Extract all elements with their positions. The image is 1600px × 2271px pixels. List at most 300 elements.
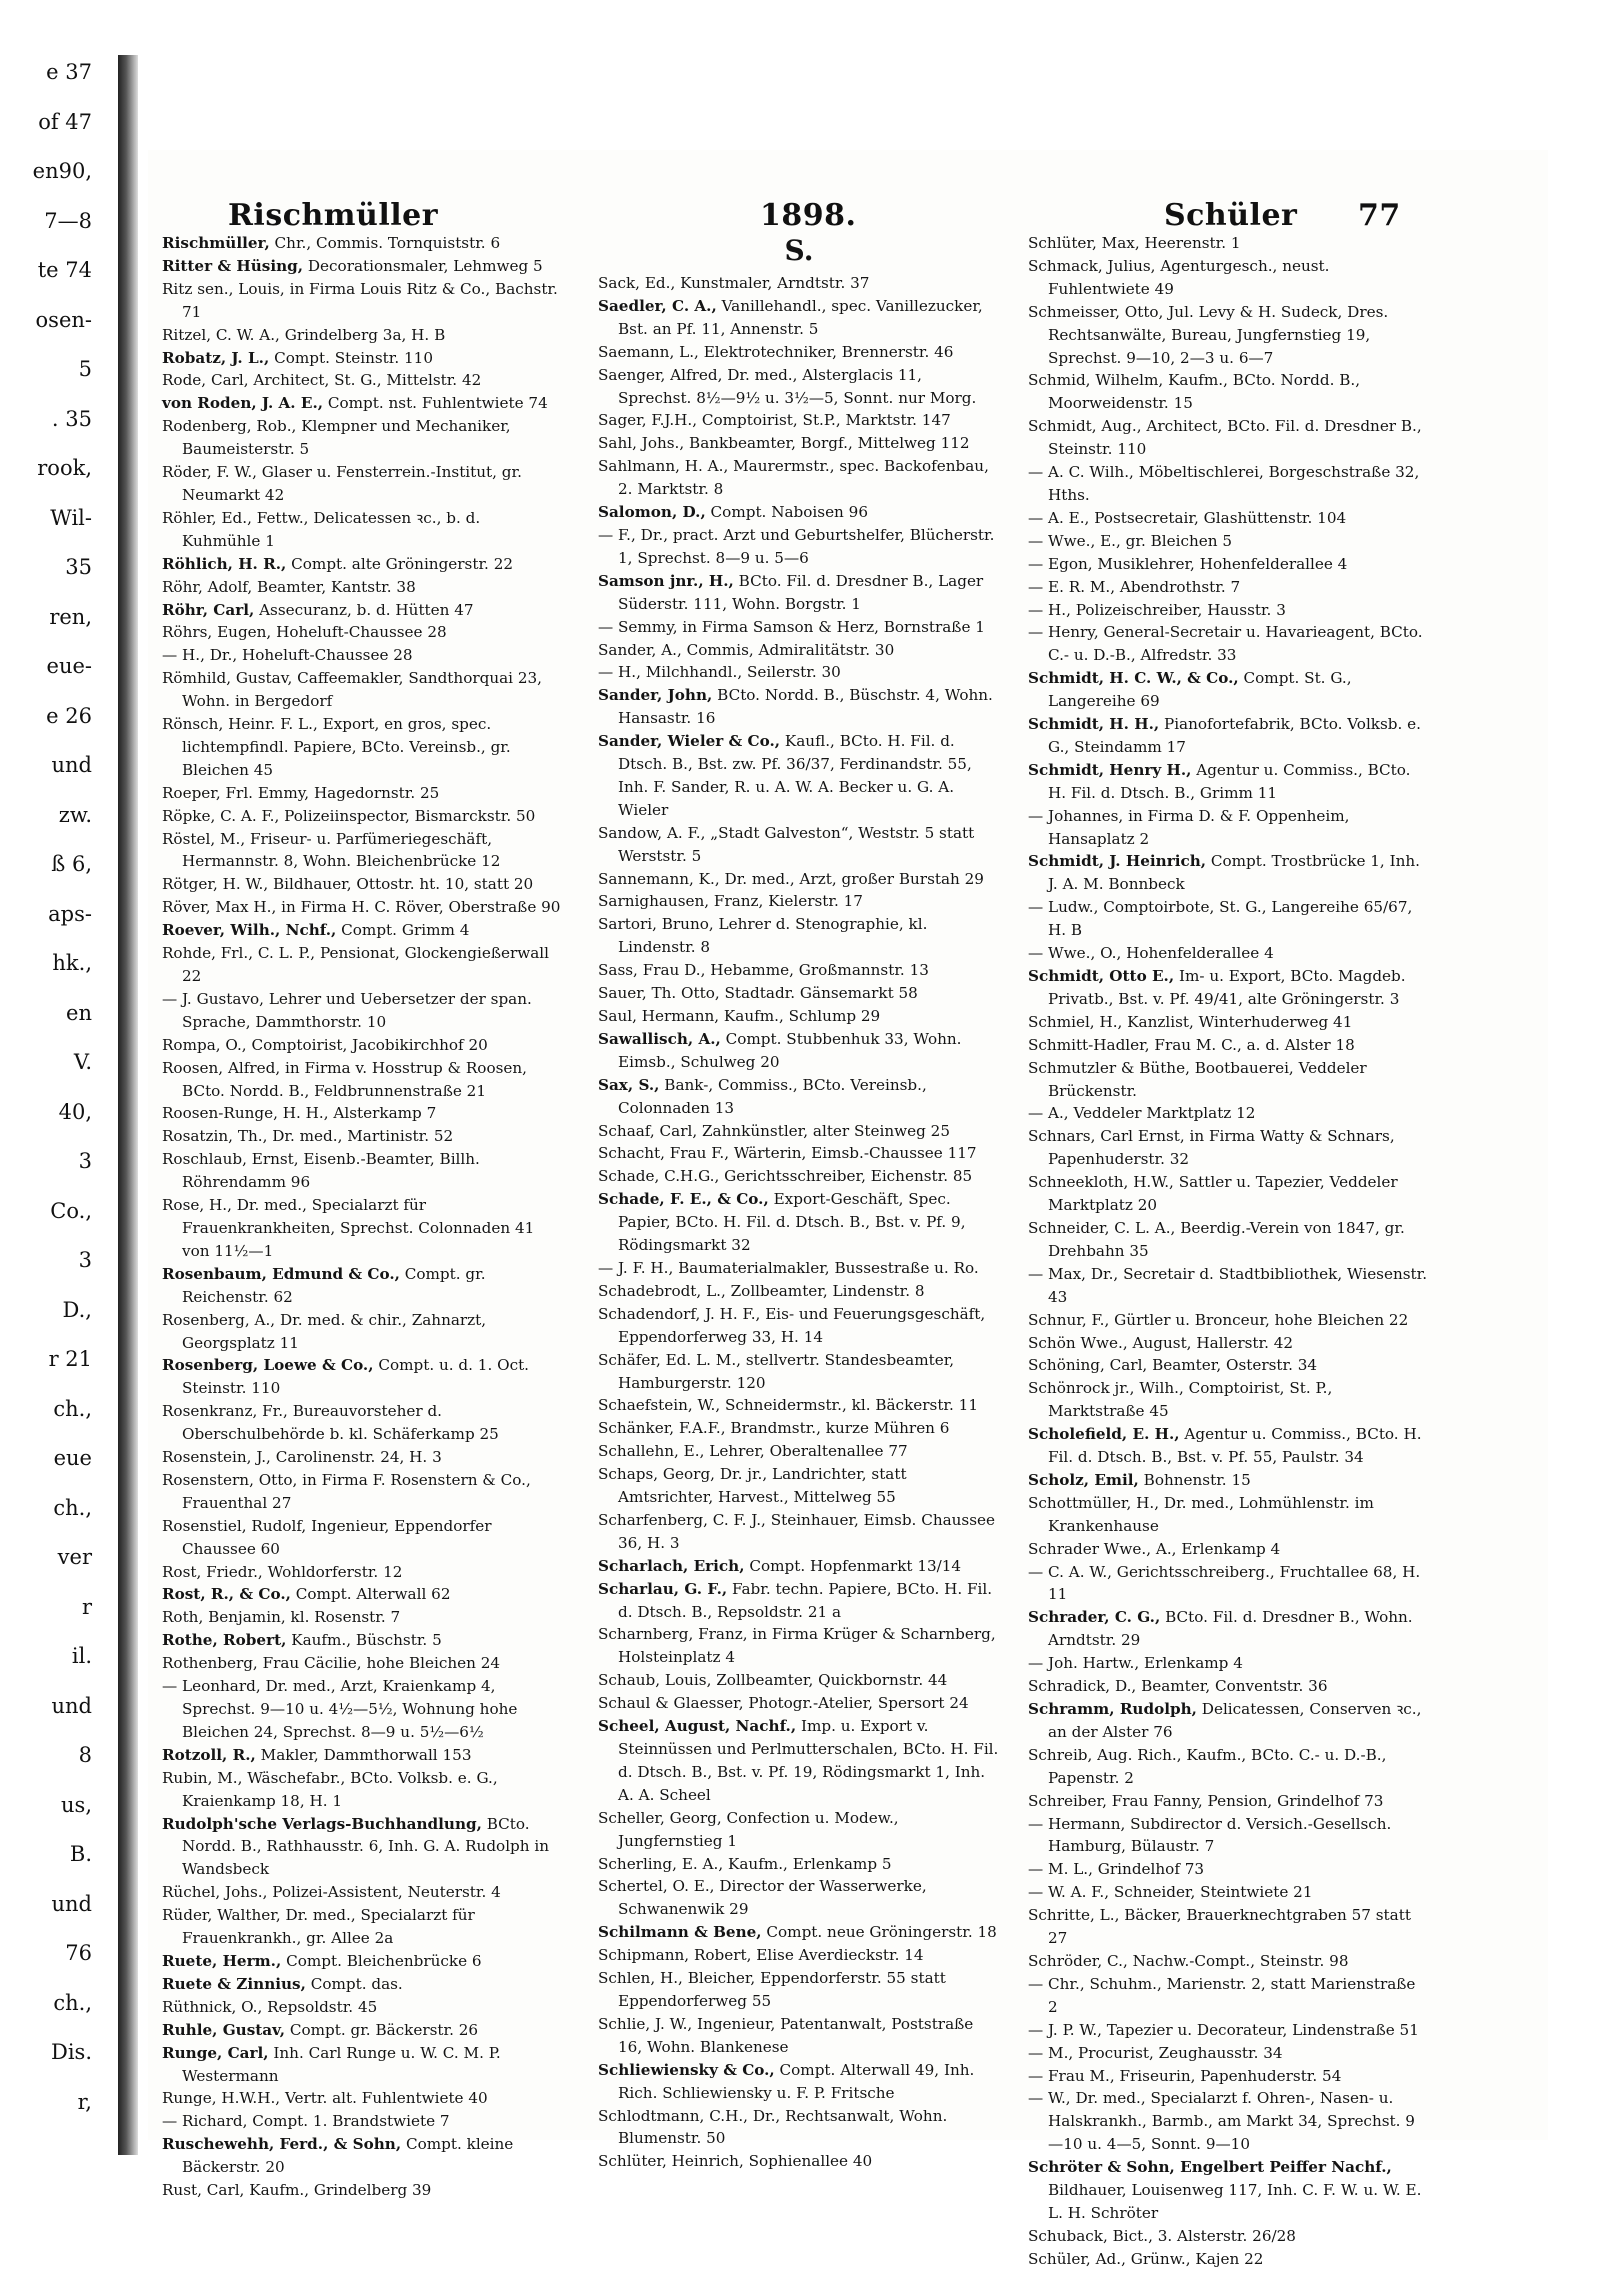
entry-text: Saenger, Alfred, Dr. med., Alsterglacis 11, Sprechst. 8½—9½ u. 3½—5, Sonnt. nur Morg. — [598, 365, 977, 407]
entry-text: Schottmüller, H., Dr. med., Lohmühlenstr. im Krankenhause — [1028, 1493, 1374, 1535]
entry-text: BCto. Fil. d. Dresdner B., Lager Süderstr. 111, Wohn. Borgstr. 1 — [618, 571, 984, 613]
entry-text: Bohnenstr. 15 — [1138, 1470, 1251, 1489]
entry-text: — Hermann, Subdirector d. Versich.-Gesellsch. Hamburg, Bülaustr. 7 — [1028, 1814, 1392, 1856]
directory-entry — [1028, 1102, 1428, 1125]
entry-text: — Wwe., O., Hohenfelderallee 4 — [1028, 944, 1274, 963]
directory-entry — [1028, 896, 1428, 942]
entry-text: — J. P. W., Tapezier u. Decorateur, Lindenstraße 51 — [1028, 2020, 1419, 2039]
directory-entry — [162, 896, 562, 919]
gutter-fragment: r 21 — [48, 1347, 92, 1371]
directory-entry — [162, 942, 562, 988]
directory-entry — [1028, 1606, 1428, 1652]
directory-entry — [1028, 667, 1428, 713]
directory-entry — [598, 616, 1000, 639]
page-number: 77 — [1358, 198, 1401, 233]
entry-text: — H., Milchhandl., Seilerstr. 30 — [598, 663, 841, 682]
entry-text: Compt. nst. Fuhlentwiete 74 — [323, 394, 548, 413]
entry-text: Schlen, H., Bleicher, Eppendorferstr. 55 statt Eppendorferweg 55 — [598, 1969, 946, 2010]
directory-entry — [1028, 2087, 1428, 2156]
entry-text: Schallehn, E., Lehrer, Oberaltenallee 77 — [598, 1442, 908, 1461]
gutter-fragment: B. — [69, 1842, 92, 1866]
entry-name-bold: Ruete, Herm., — [162, 1951, 282, 1970]
entry-text: Schaefstein, W., Schneidermstr., kl. Bäckerstr. 11 — [598, 1396, 978, 1415]
directory-entry — [1028, 1217, 1428, 1263]
entry-text: Schreib, Aug. Rich., Kaufm., BCto. C.- u. D.-B., Papenstr. 2 — [1028, 1745, 1387, 1787]
directory-entry — [162, 232, 562, 255]
directory-entry — [162, 667, 562, 713]
entry-name-bold: Schade, F. E., & Co., — [598, 1190, 769, 1209]
directory-entry — [598, 432, 1000, 455]
directory-entry — [1028, 1538, 1428, 1561]
directory-entry — [598, 1142, 1000, 1165]
entry-text: Schlodtmann, C.H., Dr., Rechtsanwalt, Wohn. Blumenstr. 50 — [598, 2106, 948, 2148]
directory-entry — [162, 1767, 562, 1813]
entry-name-bold: Röhlich, H. R., — [162, 554, 287, 573]
directory-entry — [598, 1394, 1000, 1417]
entry-text: Rosenstiel, Rudolf, Ingenieur, Eppendorfer Chaussee 60 — [162, 1516, 492, 1558]
entry-text: Röhrs, Eugen, Hoheluft-Chaussee 28 — [162, 623, 447, 642]
entry-text: — W. A. F., Schneider, Steintwiete 21 — [1028, 1883, 1313, 1902]
directory-entry — [598, 1440, 1000, 1463]
directory-entry — [1028, 1652, 1428, 1675]
directory-entry — [1028, 576, 1428, 599]
column-2 — [598, 232, 1000, 2173]
entry-name-bold: Rosenberg, Loewe & Co., — [162, 1356, 374, 1375]
gutter-fragment: of 47 — [38, 109, 92, 134]
gutter-fragment: und — [51, 1693, 92, 1718]
gutter-fragment: und — [51, 1891, 92, 1916]
gutter-fragment: und — [51, 753, 92, 777]
directory-entry — [598, 890, 1000, 913]
entry-name-bold: Schliewiensky & Co., — [598, 2060, 775, 2079]
entry-text: Agentur u. Commiss., BCto. H. Fil. d. Dtsch. B., Bst. v. Pf. 55, Paulstr. 34 — [1048, 1425, 1422, 1467]
entry-text: Pianofortefabrik, BCto. Volksb. e. G., Steindamm 17 — [1048, 715, 1421, 756]
directory-entry — [598, 1257, 1000, 1280]
directory-entry — [598, 639, 1000, 662]
entry-text: Schradick, D., Beamter, Conventstr. 36 — [1028, 1677, 1328, 1696]
entry-text: Schnur, F., Gürtler u. Bronceur, hohe Bleichen 22 — [1028, 1310, 1409, 1329]
gutter-fragment: hk., — [52, 951, 92, 975]
directory-entry — [1028, 2248, 1428, 2271]
directory-entry — [162, 1034, 562, 1057]
entry-text: Rosatzin, Th., Dr. med., Martinistr. 52 — [162, 1127, 454, 1146]
entry-text: Schaaf, Carl, Zahnkünstler, alter Steinweg 25 — [598, 1121, 950, 1140]
directory-entry — [1028, 850, 1428, 896]
entry-text: Delicatessen, Conserven ꝛc., an der Alster 76 — [1048, 1700, 1422, 1741]
entry-text: Röhler, Ed., Fettw., Delicatessen ꝛc., b. d. Kuhmühle 1 — [162, 508, 481, 550]
directory-entry — [1028, 759, 1428, 805]
entry-text: — Frau M., Friseurin, Papenhuderstr. 54 — [1028, 2066, 1342, 2085]
directory-entry — [162, 324, 562, 347]
directory-entry — [1028, 1057, 1428, 1103]
directory-entry — [598, 1303, 1000, 1349]
entry-text: Scharfenberg, C. F. J., Steinhauer, Eimsb. Chaussee 36, H. 3 — [598, 1510, 995, 1552]
entry-text: Schertel, O. E., Director der Wasserwerke, Schwanenwik 29 — [598, 1877, 927, 1919]
directory-entry — [162, 1515, 562, 1561]
entry-text: Rosenberg, A., Dr. med. & chir., Zahnarzt, Georgsplatz 11 — [162, 1310, 487, 1352]
entry-text: Ritz sen., Louis, in Firma Louis Ritz & Co., Bachstr. 71 — [162, 279, 558, 321]
entry-name-bold: Scholz, Emil, — [1028, 1470, 1139, 1489]
directory-entry — [598, 913, 1000, 959]
directory-entry — [162, 576, 562, 599]
entry-text: — Richard, Compt. 1. Brandstwiete 7 — [162, 2112, 450, 2131]
column-3 — [1028, 232, 1428, 2271]
entry-text: Schneekloth, H.W., Sattler u. Tapezier, Veddeler Marktplatz 20 — [1028, 1173, 1398, 1215]
gutter-fragment: r, — [77, 2089, 92, 2114]
gutter-fragment: Wil- — [50, 505, 92, 530]
entry-name-bold: Rost, R., & Co., — [162, 1585, 291, 1604]
directory-entry — [162, 919, 562, 942]
directory-entry — [598, 1853, 1000, 1876]
entry-name-bold: Scholefield, E. H., — [1028, 1425, 1180, 1444]
directory-entry — [1028, 599, 1428, 622]
directory-entry — [162, 2133, 562, 2179]
entry-text: Compt. u. d. 1. Oct. Steinstr. 110 — [182, 1356, 530, 1398]
directory-entry — [162, 1057, 562, 1103]
gutter-fragment: osen- — [35, 307, 92, 332]
entry-text: Rüthnick, O., Repsoldstr. 45 — [162, 1997, 378, 2016]
entry-name-bold: Sander, Wieler & Co., — [598, 732, 781, 751]
entry-text: — Joh. Hartw., Erlenkamp 4 — [1028, 1654, 1243, 1673]
directory-entry — [598, 1417, 1000, 1440]
directory-entry — [598, 1623, 1000, 1669]
directory-entry — [1028, 1858, 1428, 1881]
entry-text: Chr., Commis. Tornquiststr. 6 — [269, 234, 501, 252]
entry-text: — A., Veddeler Marktplatz 12 — [1028, 1104, 1256, 1123]
entry-text: BCto. Fil. d. Dresdner B., Wohn. Arndtstr. 29 — [1048, 1608, 1413, 1650]
directory-entry — [1028, 1354, 1428, 1377]
entry-text: Roosen, Alfred, in Firma v. Hosstrup & Roosen, BCto. Nordd. B., Feldbrunnenstraße 21 — [162, 1058, 527, 1100]
directory-entry — [1028, 1698, 1428, 1744]
directory-entry — [598, 982, 1000, 1005]
entry-text: Rötger, H. W., Bildhauer, Ottostr. ht. 10, statt 20 — [162, 875, 534, 894]
entry-name-bold: Ruhle, Gustav, — [162, 2020, 286, 2039]
entry-name-bold: Röhr, Carl, — [162, 600, 255, 619]
directory-entry — [1028, 1492, 1428, 1538]
previous-page-gutter — [0, 60, 110, 2150]
entry-text: Schmiel, H., Kanzlist, Winterhuderweg 41 — [1028, 1012, 1353, 1031]
entry-text: — Chr., Schuhm., Marienstr. 2, statt Marienstraße 2 — [1028, 1974, 1416, 2016]
entry-text: — Semmy, in Firma Samson & Herz, Bornstraße 1 — [598, 617, 985, 636]
directory-entry — [162, 2179, 562, 2202]
entry-text: Schaul & Glaesser, Photogr.-Atelier, Spersort 24 — [598, 1694, 969, 1713]
directory-entry — [162, 1469, 562, 1515]
gutter-fragment: 3 — [78, 1248, 92, 1272]
entry-text: Schöning, Carl, Beamter, Osterstr. 34 — [1028, 1356, 1318, 1375]
directory-entry — [1028, 1034, 1428, 1057]
directory-entry — [162, 1125, 562, 1148]
directory-entry — [1028, 255, 1428, 301]
entry-text: Compt. gr. Reichenstr. 62 — [182, 1264, 486, 1306]
entry-text: Schrader Wwe., A., Erlenkamp 4 — [1028, 1539, 1281, 1558]
entry-text: Schritte, L., Bäcker, Brauerknechtgraben 57 statt 27 — [1028, 1906, 1411, 1948]
entry-text: Sauer, Th. Otto, Stadtadr. Gänsemarkt 58 — [598, 984, 918, 1003]
entry-text: Ritzel, C. W. A., Grindelberg 3a, H. B — [162, 325, 446, 344]
directory-entry — [1028, 553, 1428, 576]
directory-entry — [598, 1463, 1000, 1509]
directory-entry — [162, 599, 562, 622]
gutter-fragment: 5 — [78, 357, 92, 381]
directory-entry — [598, 868, 1000, 891]
entry-text: Schade, C.H.G., Gerichtsschreiber, Eichenstr. 85 — [598, 1167, 973, 1186]
directory-entry — [162, 1561, 562, 1584]
entry-name-bold: Ritter & Hüsing, — [162, 256, 304, 275]
directory-entry — [162, 1813, 562, 1882]
entry-text: — H., Polizeischreiber, Hausstr. 3 — [1028, 600, 1286, 619]
directory-entry — [162, 988, 562, 1034]
entry-name-bold: Runge, Carl, — [162, 2043, 269, 2062]
directory-entry — [1028, 2156, 1428, 2225]
entry-text: — Egon, Musiklehrer, Hohenfelderallee 4 — [1028, 554, 1348, 573]
entry-name-bold: Scheel, August, Nachf., — [598, 1717, 797, 1736]
directory-entry — [1028, 1744, 1428, 1790]
directory-entry — [162, 507, 562, 553]
gutter-fragment: en90, — [32, 159, 92, 183]
directory-entry — [598, 1165, 1000, 1188]
entry-name-bold: Schmidt, H. C. W., & Co., — [1028, 669, 1239, 688]
entry-text: Compt. Trostbrücke 1, Inh. J. A. M. Bonnbeck — [1048, 852, 1420, 894]
entry-name-bold: Sander, John, — [598, 686, 713, 705]
directory-entry — [598, 1807, 1000, 1853]
directory-entry — [162, 1400, 562, 1446]
entry-text: — Leonhard, Dr. med., Arzt, Kraienkamp 4, Sprechst. 9—10 u. 4½—5½, Wohnung hohe Bleichen 24, Sprechst. 8—9 u. 5½—6½ — [162, 1677, 518, 1741]
directory-entry — [1028, 232, 1428, 255]
entry-text: Compt. neue Gröningerstr. 18 — [761, 1923, 997, 1942]
entry-text: Rosenkranz, Fr., Bureauvorsteher d. Oberschulbehörde b. kl. Schäferkamp 25 — [162, 1402, 499, 1444]
directory-entry — [598, 1349, 1000, 1395]
directory-entry — [1028, 1813, 1428, 1859]
directory-entry — [1028, 1973, 1428, 2019]
entry-name-bold: Rotzoll, R., — [162, 1745, 256, 1764]
entry-text: Sass, Frau D., Hebamme, Großmannstr. 13 — [598, 961, 929, 980]
gutter-fragment: ch., — [53, 1396, 92, 1421]
gutter-fragment: e 26 — [46, 703, 92, 728]
section-letter: S. — [784, 234, 814, 267]
entry-text: Im- u. Export, BCto. Magdeb. Privatb., Bst. v. Pf. 49/41, alte Gröningerstr. 3 — [1048, 967, 1406, 1008]
directory-entry — [1028, 507, 1428, 530]
directory-entry — [598, 1967, 1000, 2013]
entry-text: — A. C. Wilh., Möbeltischlerei, Borgeschstraße 32, Hths. — [1028, 463, 1420, 504]
entry-text: Sager, F.J.H., Comptoirist, St.P., Marktstr. 147 — [598, 411, 951, 430]
entry-text: Röder, F. W., Glaser u. Fensterrein.-Institut, gr. Neumarkt 42 — [162, 463, 522, 504]
directory-entry — [598, 1028, 1000, 1074]
directory-entry — [598, 661, 1000, 684]
entry-text: Rohde, Frl., C. L. P., Pensionat, Glockengießerwall 22 — [162, 944, 549, 985]
running-header-year: 1898. — [760, 198, 857, 233]
directory-entry — [598, 295, 1000, 341]
directory-entry — [1028, 713, 1428, 759]
directory-entry — [598, 455, 1000, 501]
entry-text: — Ludw., Comptoirbote, St. G., Langereihe 65/67, H. B — [1028, 898, 1413, 940]
entry-text: Scharnberg, Franz, in Firma Krüger & Scharnberg, Holsteinplatz 4 — [598, 1625, 996, 1667]
entry-text: — F., Dr., pract. Arzt und Geburtshelfer, Blücherstr. 1, Sprechst. 8—9 u. 5—6 — [598, 525, 995, 567]
gutter-fragment: 76 — [65, 1941, 92, 1965]
entry-text: Sandow, A. F., „Stadt Galveston“, Weststr. 5 statt Werststr. 5 — [598, 823, 975, 865]
directory-entry — [1028, 369, 1428, 415]
directory-entry — [162, 1950, 562, 1973]
entry-text: Compt. kleine Bäckerstr. 20 — [182, 2135, 514, 2177]
entry-text: Sahlmann, H. A., Maurermstr., spec. Backofenbau, 2. Marktstr. 8 — [598, 457, 989, 499]
gutter-fragment: eue — [53, 1446, 92, 1470]
entry-name-bold: Schilmann & Bene, — [598, 1923, 762, 1942]
directory-entry — [598, 1875, 1000, 1921]
entry-text: Schreiber, Frau Fanny, Pension, Grindelhof 73 — [1028, 1791, 1384, 1810]
entry-text: Schaub, Louis, Zollbeamter, Quickbornstr. 44 — [598, 1671, 948, 1690]
entry-text: — A. E., Postsecretair, Glashüttenstr. 104 — [1028, 508, 1347, 527]
entry-text: Sack, Ed., Kunstmaler, Arndtstr. 37 — [598, 274, 870, 292]
directory-entry — [1028, 1675, 1428, 1698]
entry-text: Schmid, Wilhelm, Kaufm., BCto. Nordd. B., Moorweidenstr. 15 — [1028, 371, 1361, 413]
gutter-fragment: ren, — [49, 604, 92, 629]
gutter-fragment: te 74 — [37, 258, 92, 282]
directory-entry — [1028, 1561, 1428, 1607]
entry-text: Schaps, Georg, Dr. jr., Landrichter, statt Amtsrichter, Harvest., Mittelweg 55 — [598, 1465, 907, 1507]
entry-text: Roosen-Runge, H. H., Alsterkamp 7 — [162, 1104, 437, 1123]
entry-text: Compt. Naboisen 96 — [705, 503, 868, 522]
directory-entry — [162, 278, 562, 324]
gutter-fragment: il. — [71, 1644, 92, 1668]
gutter-fragment: aps- — [48, 901, 92, 926]
entry-text: Sannemann, K., Dr. med., Arzt, großer Burstah 29 — [598, 869, 984, 888]
entry-text: Vanillehandl., spec. Vanillezucker, Bst. an Pf. 11, Annenstr. 5 — [618, 296, 983, 338]
entry-text: Compt. Grimm 4 — [336, 921, 470, 940]
entry-text: Compt. Alterwall 49, Inh. Rich. Schliewiensky u. F. P. Fritsche — [618, 2060, 975, 2102]
entry-text: Schröder, C., Nachw.-Compt., Steinstr. 98 — [1028, 1951, 1349, 1970]
entry-text: Röver, Max H., in Firma H. C. Röver, Oberstraße 90 — [162, 898, 561, 917]
entry-text: Compt. Bleichenbrücke 6 — [281, 1951, 482, 1970]
entry-text: Runge, H.W.H., Vertr. alt. Fuhlentwiete 40 — [162, 2089, 488, 2108]
directory-entry — [162, 461, 562, 507]
directory-entry — [1028, 965, 1428, 1011]
directory-entry — [162, 2110, 562, 2133]
directory-entry — [1028, 1423, 1428, 1469]
directory-entry — [162, 873, 562, 896]
entry-text: — E. R. M., Abendrothstr. 7 — [1028, 577, 1241, 596]
directory-entry — [598, 1188, 1000, 1257]
directory-entry — [598, 2059, 1000, 2105]
directory-entry — [162, 1675, 562, 1744]
directory-entry — [598, 822, 1000, 868]
entry-text: Bildhauer, Louisenweg 117, Inh. C. F. W. u. W. E. L. H. Schröter — [1048, 2181, 1422, 2222]
directory-entry — [1028, 530, 1428, 553]
directory-entry — [1028, 621, 1428, 667]
entry-text: Roeper, Frl. Emmy, Hagedornstr. 25 — [162, 783, 440, 802]
directory-entry — [1028, 415, 1428, 461]
directory-entry — [162, 255, 562, 278]
gutter-fragment: D., — [62, 1297, 92, 1322]
directory-entry — [1028, 2042, 1428, 2065]
directory-entry — [1028, 1469, 1428, 1492]
directory-entry — [598, 1578, 1000, 1624]
entry-text: Rosenstern, Otto, in Firma F. Rosenstern & Co., Frauenthal 27 — [162, 1470, 531, 1512]
gutter-fragment: ß 6, — [51, 852, 92, 876]
directory-entry — [1028, 1011, 1428, 1034]
entry-name-bold: Schmidt, H. H., — [1028, 715, 1160, 734]
directory-entry — [1028, 1171, 1428, 1217]
directory-entry — [162, 2019, 562, 2042]
entry-text: Schadebrodt, L., Zollbeamter, Lindenstr. 8 — [598, 1281, 925, 1300]
directory-entry — [162, 713, 562, 782]
directory-entry — [1028, 461, 1428, 507]
directory-entry — [162, 1446, 562, 1469]
gutter-fragment: . 35 — [51, 406, 92, 431]
entry-text: Rost, Friedr., Wohldorferstr. 12 — [162, 1562, 403, 1581]
directory-entry — [1028, 1790, 1428, 1813]
entry-text: Schmitt-Hadler, Frau M. C., a. d. Alster 18 — [1028, 1035, 1355, 1054]
directory-entry — [162, 1309, 562, 1355]
directory-entry — [598, 1555, 1000, 1578]
directory-entry — [162, 621, 562, 644]
entry-text: Scheller, Georg, Confection u. Modew., Jungfernstieg 1 — [598, 1808, 899, 1850]
directory-entry — [598, 1669, 1000, 1692]
entry-name-bold: Schmidt, Otto E., — [1028, 967, 1175, 985]
directory-entry — [598, 272, 1000, 295]
entry-text: Schönrock jr., Wilh., Comptoirist, St. P., Marktstraße 45 — [1028, 1379, 1333, 1421]
directory-entry — [162, 553, 562, 576]
directory-entry — [1028, 942, 1428, 965]
gutter-fragment: rook, — [37, 456, 92, 480]
entry-text: Rothenberg, Frau Cäcilie, hohe Bleichen 24 — [162, 1654, 501, 1673]
entry-text: Sartori, Bruno, Lehrer d. Stenographie, kl. Lindenstr. 8 — [598, 915, 928, 957]
entry-text: Imp. u. Export v. Steinnüssen und Perlmutterschalen, BCto. H. Fil. d. Dtsch. B., Bst. v. Pf. 19, Rödingsmarkt 1, Inh. A. A. Scheel — [618, 1717, 999, 1804]
entry-text: Roth, Benjamin, kl. Rosenstr. 7 — [162, 1608, 401, 1627]
directory-entry — [162, 805, 562, 828]
directory-entry — [598, 2150, 1000, 2173]
entry-text: Fabr. techn. Papiere, BCto. H. Fil. d. Dtsch. B., Repsoldstr. 21 a — [618, 1579, 993, 1621]
entry-text: — M., Procurist, Zeughausstr. 34 — [1028, 2043, 1283, 2062]
running-header-left: Rischmüller — [228, 198, 439, 233]
gutter-fragment: zw. — [58, 802, 92, 827]
directory-entry — [162, 1904, 562, 1950]
entry-name-bold: Ruschewehh, Ferd., & Sohn, — [162, 2135, 402, 2154]
gutter-fragment: Co., — [50, 1198, 92, 1223]
gutter-fragment: eue- — [46, 654, 92, 678]
entry-text: Schlie, J. W., Ingenieur, Patentanwalt, Poststraße 16, Wohn. Blankenese — [598, 2014, 974, 2056]
gutter-fragment: e 37 — [46, 60, 92, 84]
directory-entry — [598, 1005, 1000, 1028]
entry-text: Schnars, Carl Ernst, in Firma Watty & Schnars, Papenhuderstr. 32 — [1028, 1127, 1395, 1169]
entry-name-bold: Ruete & Zinnius, — [162, 1974, 306, 1993]
directory-entry — [598, 1280, 1000, 1303]
directory-entry — [162, 1194, 562, 1263]
book-spine — [118, 55, 138, 2155]
gutter-fragment: 40, — [58, 1099, 92, 1124]
entry-text: Schön Wwe., August, Hallerstr. 42 — [1028, 1333, 1294, 1352]
gutter-fragment: 3 — [78, 1149, 92, 1173]
entry-name-bold: Saedler, C. A., — [598, 296, 717, 315]
entry-text: Rust, Carl, Kaufm., Grindelberg 39 — [162, 2181, 432, 2200]
entry-text: Roschlaub, Ernst, Eisenb.-Beamter, Billh. Röhrendamm 96 — [162, 1150, 480, 1192]
entry-text: Compt. Stubbenhuk 33, Wohn. Eimsb., Schulweg 20 — [618, 1029, 962, 1071]
entry-text: Inh. Carl Runge u. W. C. M. P. Westermann — [182, 2043, 501, 2085]
entry-text: Agentur u. Commiss., BCto. H. Fil. d. Dtsch. B., Grimm 11 — [1048, 760, 1411, 802]
directory-entry — [162, 1606, 562, 1629]
directory-entry — [598, 1509, 1000, 1555]
entry-name-bold: Schrader, C. G., — [1028, 1608, 1161, 1627]
directory-page — [148, 150, 1548, 2268]
entry-text: Export-Geschäft, Spec. Papier, BCto. H. Fil. d. Dtsch. B., Bst. v. Pf. 9, Rödingsmarkt 32 — [618, 1190, 966, 1255]
entry-text: Sarnighausen, Franz, Kielerstr. 17 — [598, 892, 863, 911]
directory-entry — [598, 684, 1000, 730]
entry-text: Scherling, E. A., Kaufm., Erlenkamp 5 — [598, 1854, 892, 1873]
directory-entry — [598, 1120, 1000, 1143]
gutter-fragment: V. — [73, 1050, 92, 1074]
entry-text: Röstel, M., Friseur- u. Parfümeriegeschäft, Hermannstr. 8, Wohn. Bleichenbrücke 12 — [162, 829, 501, 871]
entry-text: Compt. alte Gröningerstr. 22 — [286, 554, 514, 573]
entry-text: — W., Dr. med., Specialarzt f. Ohren-, Nasen- u. Halskrankh., Barmb., am Markt 34, Sprechst. 9—10 u. 4—5, Sonnt. 9—10 — [1028, 2089, 1415, 2154]
directory-entry — [598, 409, 1000, 432]
entry-text: Rosenstein, J., Carolinenstr. 24, H. 3 — [162, 1448, 442, 1467]
